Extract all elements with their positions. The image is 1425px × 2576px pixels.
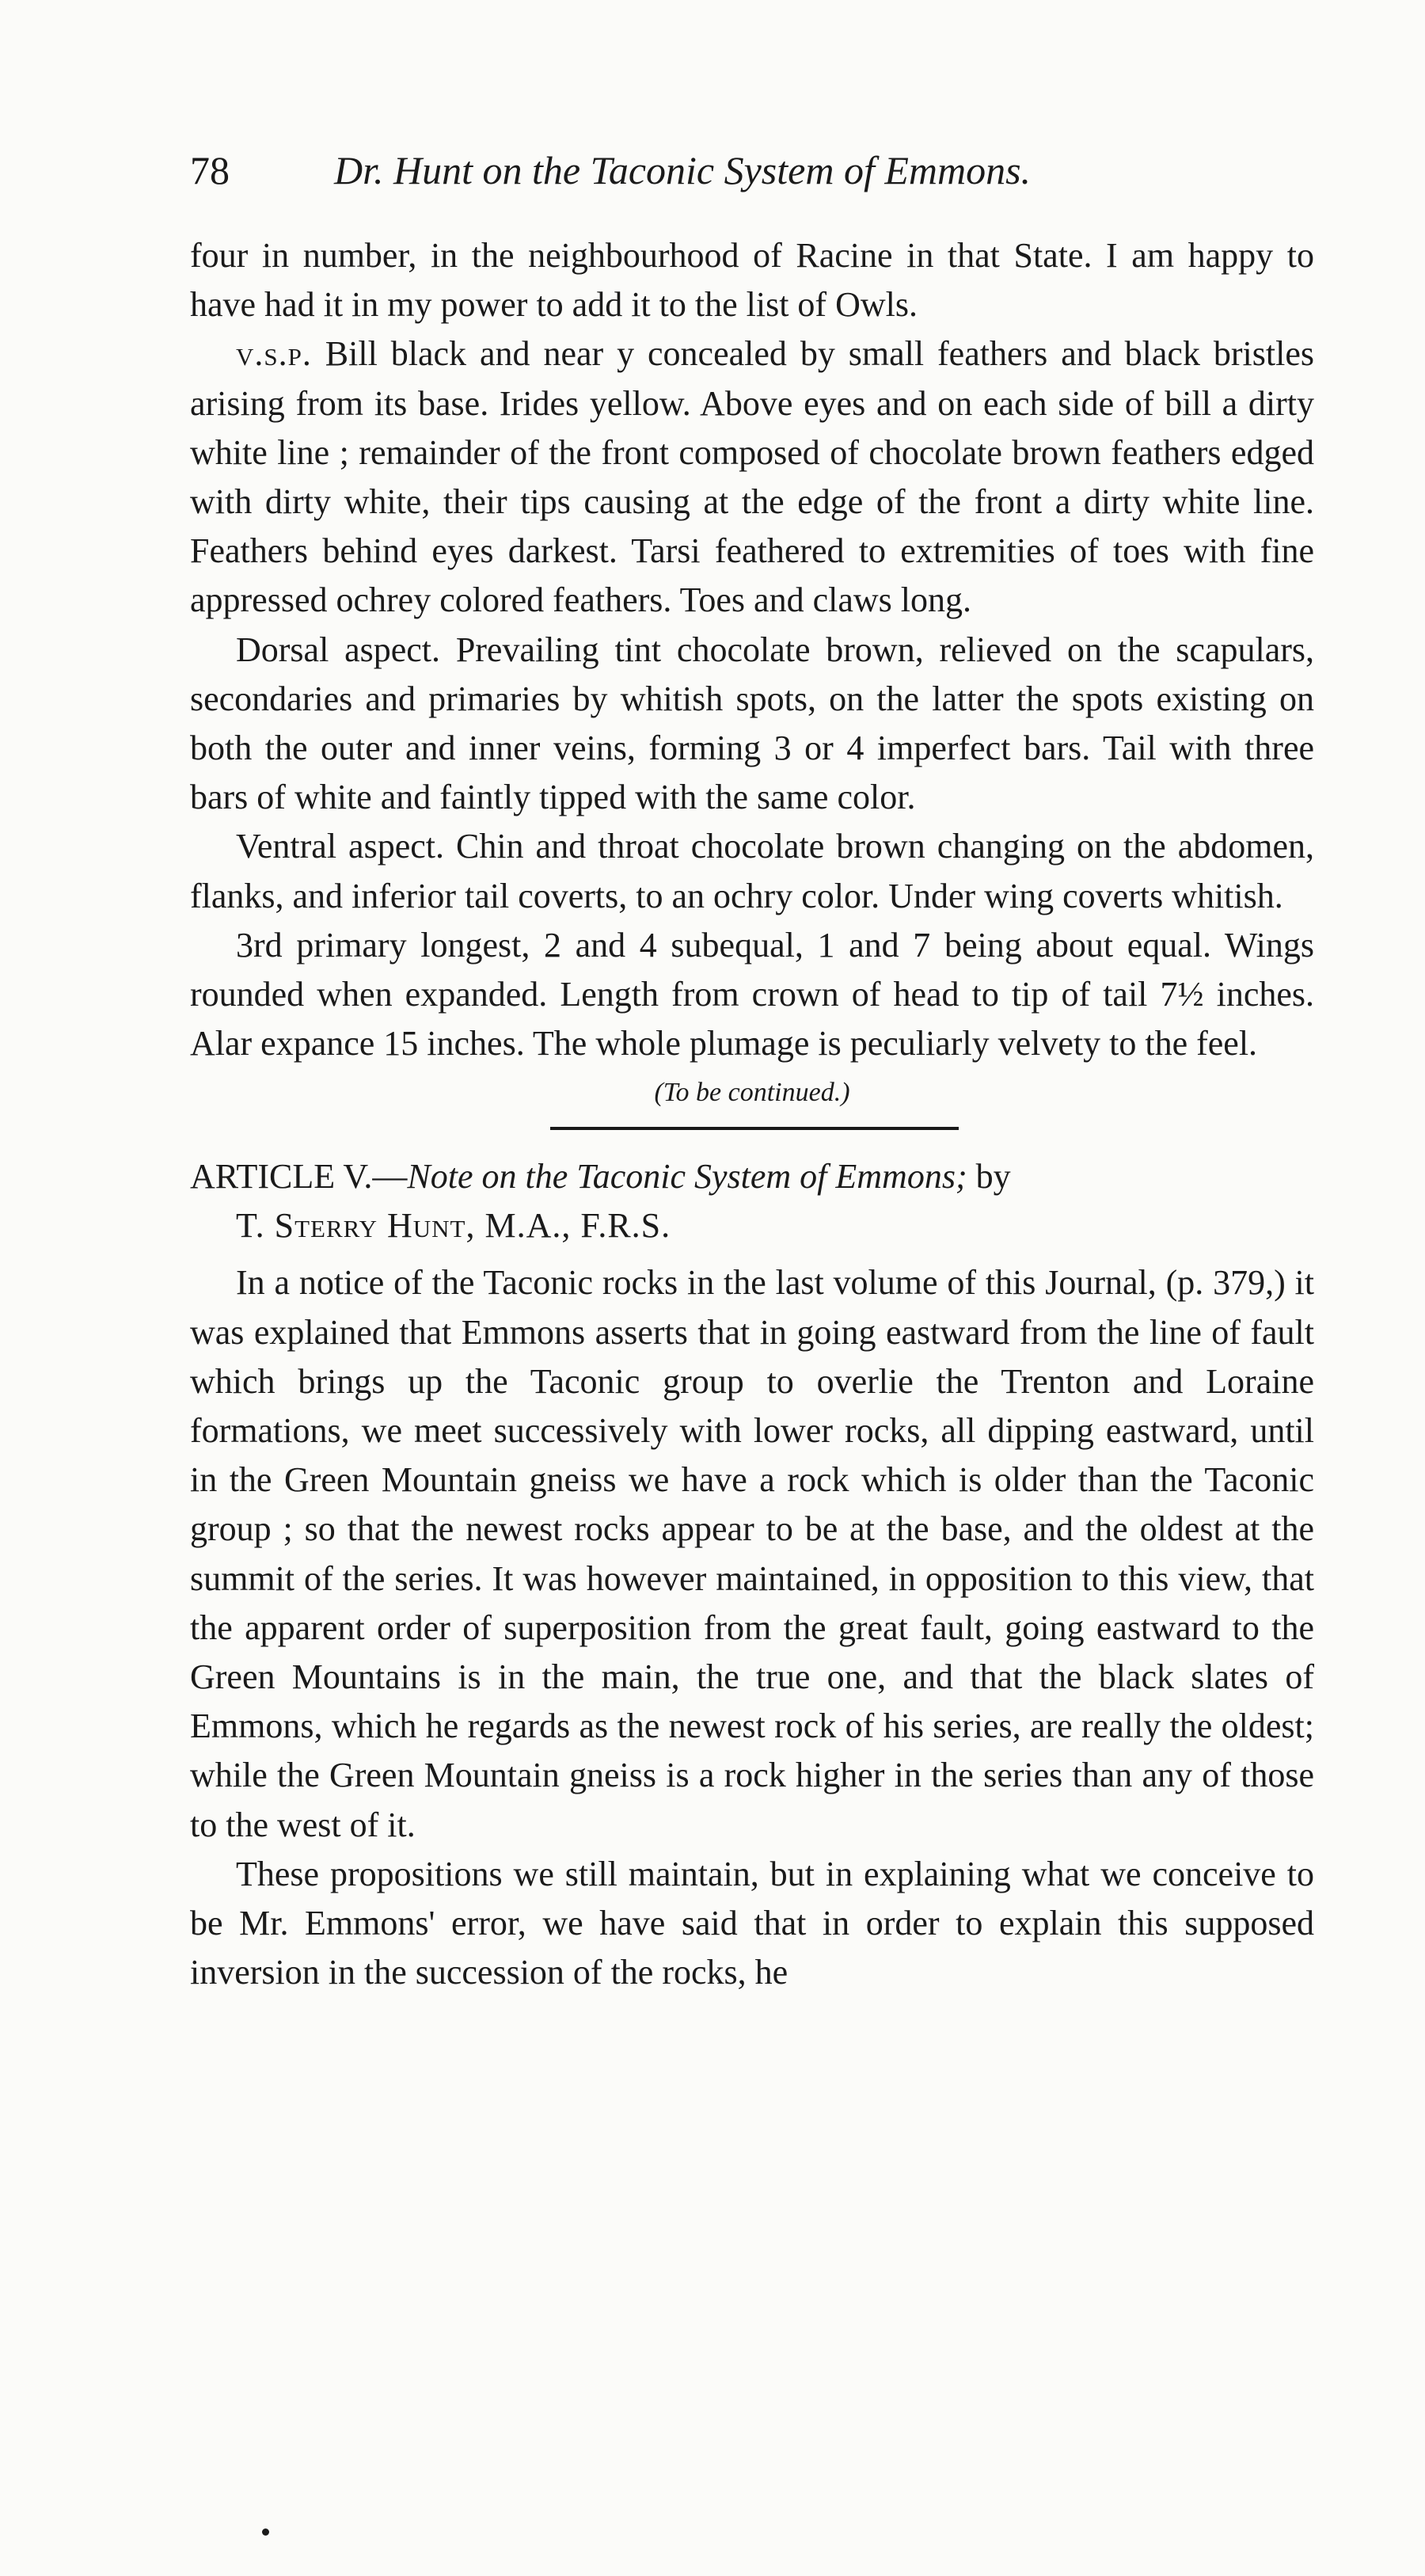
article-by: by [967,1157,1011,1197]
section-divider [550,1127,959,1130]
paragraph-measurements: 3rd primary longest, 2 and 4 subequal, 1 and 7 being about equal. Wings rounded when expanded. Length from crown of head to tip of tail 7½ inches. Alar expance 15 inches. The whole plumage is peculiarly velvety to the feel. [190,925,1314,1064]
running-title: Dr. Hunt on the Taconic System of Emmons. [334,148,1032,192]
abbrev-vsp: v.s.p. [236,334,312,374]
article-title: Note on the Taconic System of Emmons; [407,1157,967,1197]
paragraph-owl-intro: four in number, in the neighbourhood of Racine in that State. I am happy to have had it in my power to add it to the list of Owls. [190,236,1314,325]
page-body [190,231,1314,1998]
paragraph-article-2: These propositions we still maintain, but in explaining what we conceive to be Mr. Emmons' error, we have said that in order to explain this supposed inversion in the succession of the rocks, he [190,1854,1314,1992]
paragraph-dorsal-aspect: Dorsal aspect. Prevailing tint chocolate brown, relieved on the scapulars, secondaries and primaries by whitish spots, on the latter the spots existing on both the outer and inner veins, forming 3 or 4 imperfect bars. Tail with three bars of white and faintly tipped with the same color. [190,630,1314,817]
paragraph-description [190,329,1314,625]
article-author: T. Sterry Hunt, M.A., F.R.S. [236,1206,671,1246]
running-header [190,139,1314,202]
to-be-continued: (To be continued.) [654,1078,850,1108]
article-label: ARTICLE V.— [190,1157,408,1197]
paragraph-article-1: In a notice of the Taconic rocks in the last volume of this Journal, (p. 379,) it was explained that Emmons asserts that in going eastward from the line of fault which brings up the Taconic group to overlie the Trenton and Loraine formations, we meet successively with lower rocks, all dipping eastward, until in the Green Mountain gneiss we have a rock which is older than the Taconic group ; so that the newest rocks appear to be at the base, and the oldest at the summit of the series. It was however maintained, in opposition to this view, that the apparent order of superposition from the great fault, going eastward to the Green Mountains is in the main, the true one, and that the black slates of Emmons, which he regards as the newest rock of his series, are really the oldest; while the Green Mountain gneiss is a rock higher in the series than any of those to the west of it. [190,1263,1314,1844]
print-speck [262,2528,269,2536]
page-number: 78 [190,148,230,192]
paragraph-ventral-aspect: Ventral aspect. Chin and throat chocolate brown changing on the abdomen, flanks, and inferior tail coverts, to an ochry color. Under wing coverts whitish. [190,827,1314,915]
article-heading [190,1152,1314,1201]
paragraph-description-text: Bill black and near y concealed by small feathers and black bristles arising from its base. Irides yellow. Above eyes and on each side of bill a dirty white line ; remainder of the front composed of chocolate brown feathers edged with dirty white, their tips causing at the edge of the front a dirty white line. Feathers behind eyes darkest. Tarsi feathered to extremities of toes with fine appressed ochrey colored feathers. Toes and claws long. [190,334,1314,620]
